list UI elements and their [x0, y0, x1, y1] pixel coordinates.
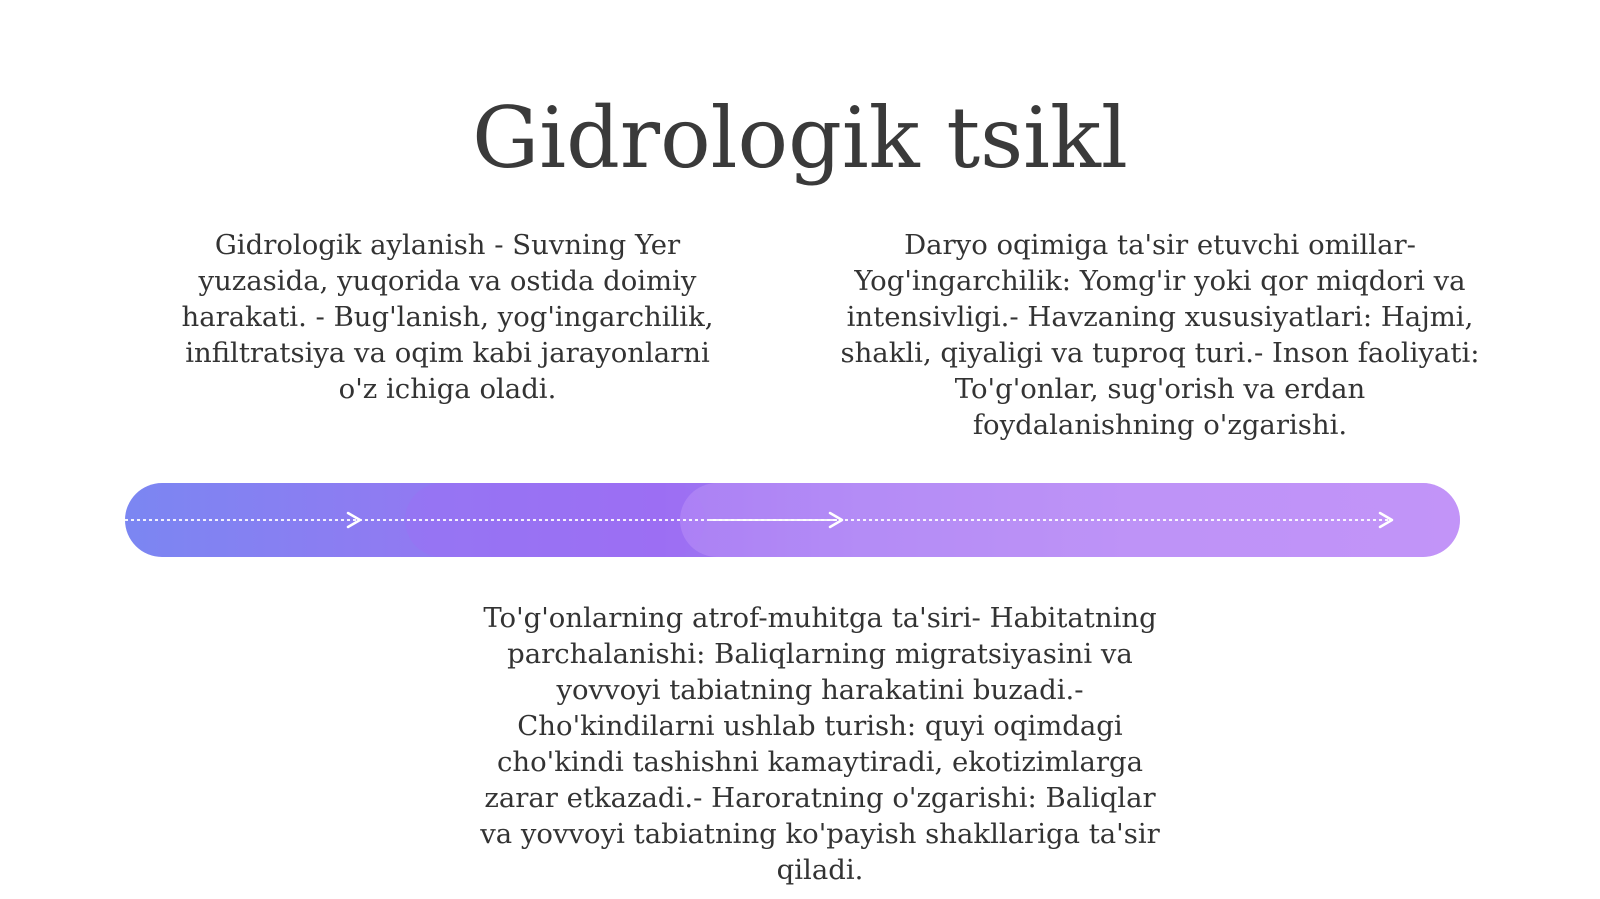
text-block-river-flow-factors: Daryo oqimiga ta'sir etuvchi omillar- Yog'ingarchilik: Yomg'ir yoki qor miqdori va intensivligi.- Havzaning xususiyatlari: Hajmi, shakli, qiyaligi va tuproq turi.- Inson faoliyati: To'g'onlar, sug'orish va erdan foydalanishning o'zgarishi. [840, 229, 1480, 441]
text-block-dam-impacts: To'g'onlarning atrof-muhitga ta'siri- Habitatning parchalanishi: Baliqlarning migratsiyasini va yovvoyi tabiatning harakatini buzadi.- Cho'kindilarni ushlab turish: quyi oqimdagi cho'kindi tashishni kamaytiradi, ekotizimlarga zarar etkazadi.- Haroratning o'zgarishi: Baliqlar va yovvoyi tabiatning ko'payish shakllariga ta'sir qiladi. [480, 602, 1160, 886]
timeline-bar [125, 483, 1460, 557]
page-title: Gidrologik tsikl [472, 89, 1128, 188]
text-block-hydrologic-cycle: Gidrologik aylanish - Suvning Yer yuzasida, yuqorida va ostida doimiy harakati. - Bug'lanish, yog'ingarchilik, infiltratsiya va oqim kabi jarayonlarni o'z ichiga oladi. [181, 229, 714, 405]
timeline-arrows [125, 483, 1460, 557]
